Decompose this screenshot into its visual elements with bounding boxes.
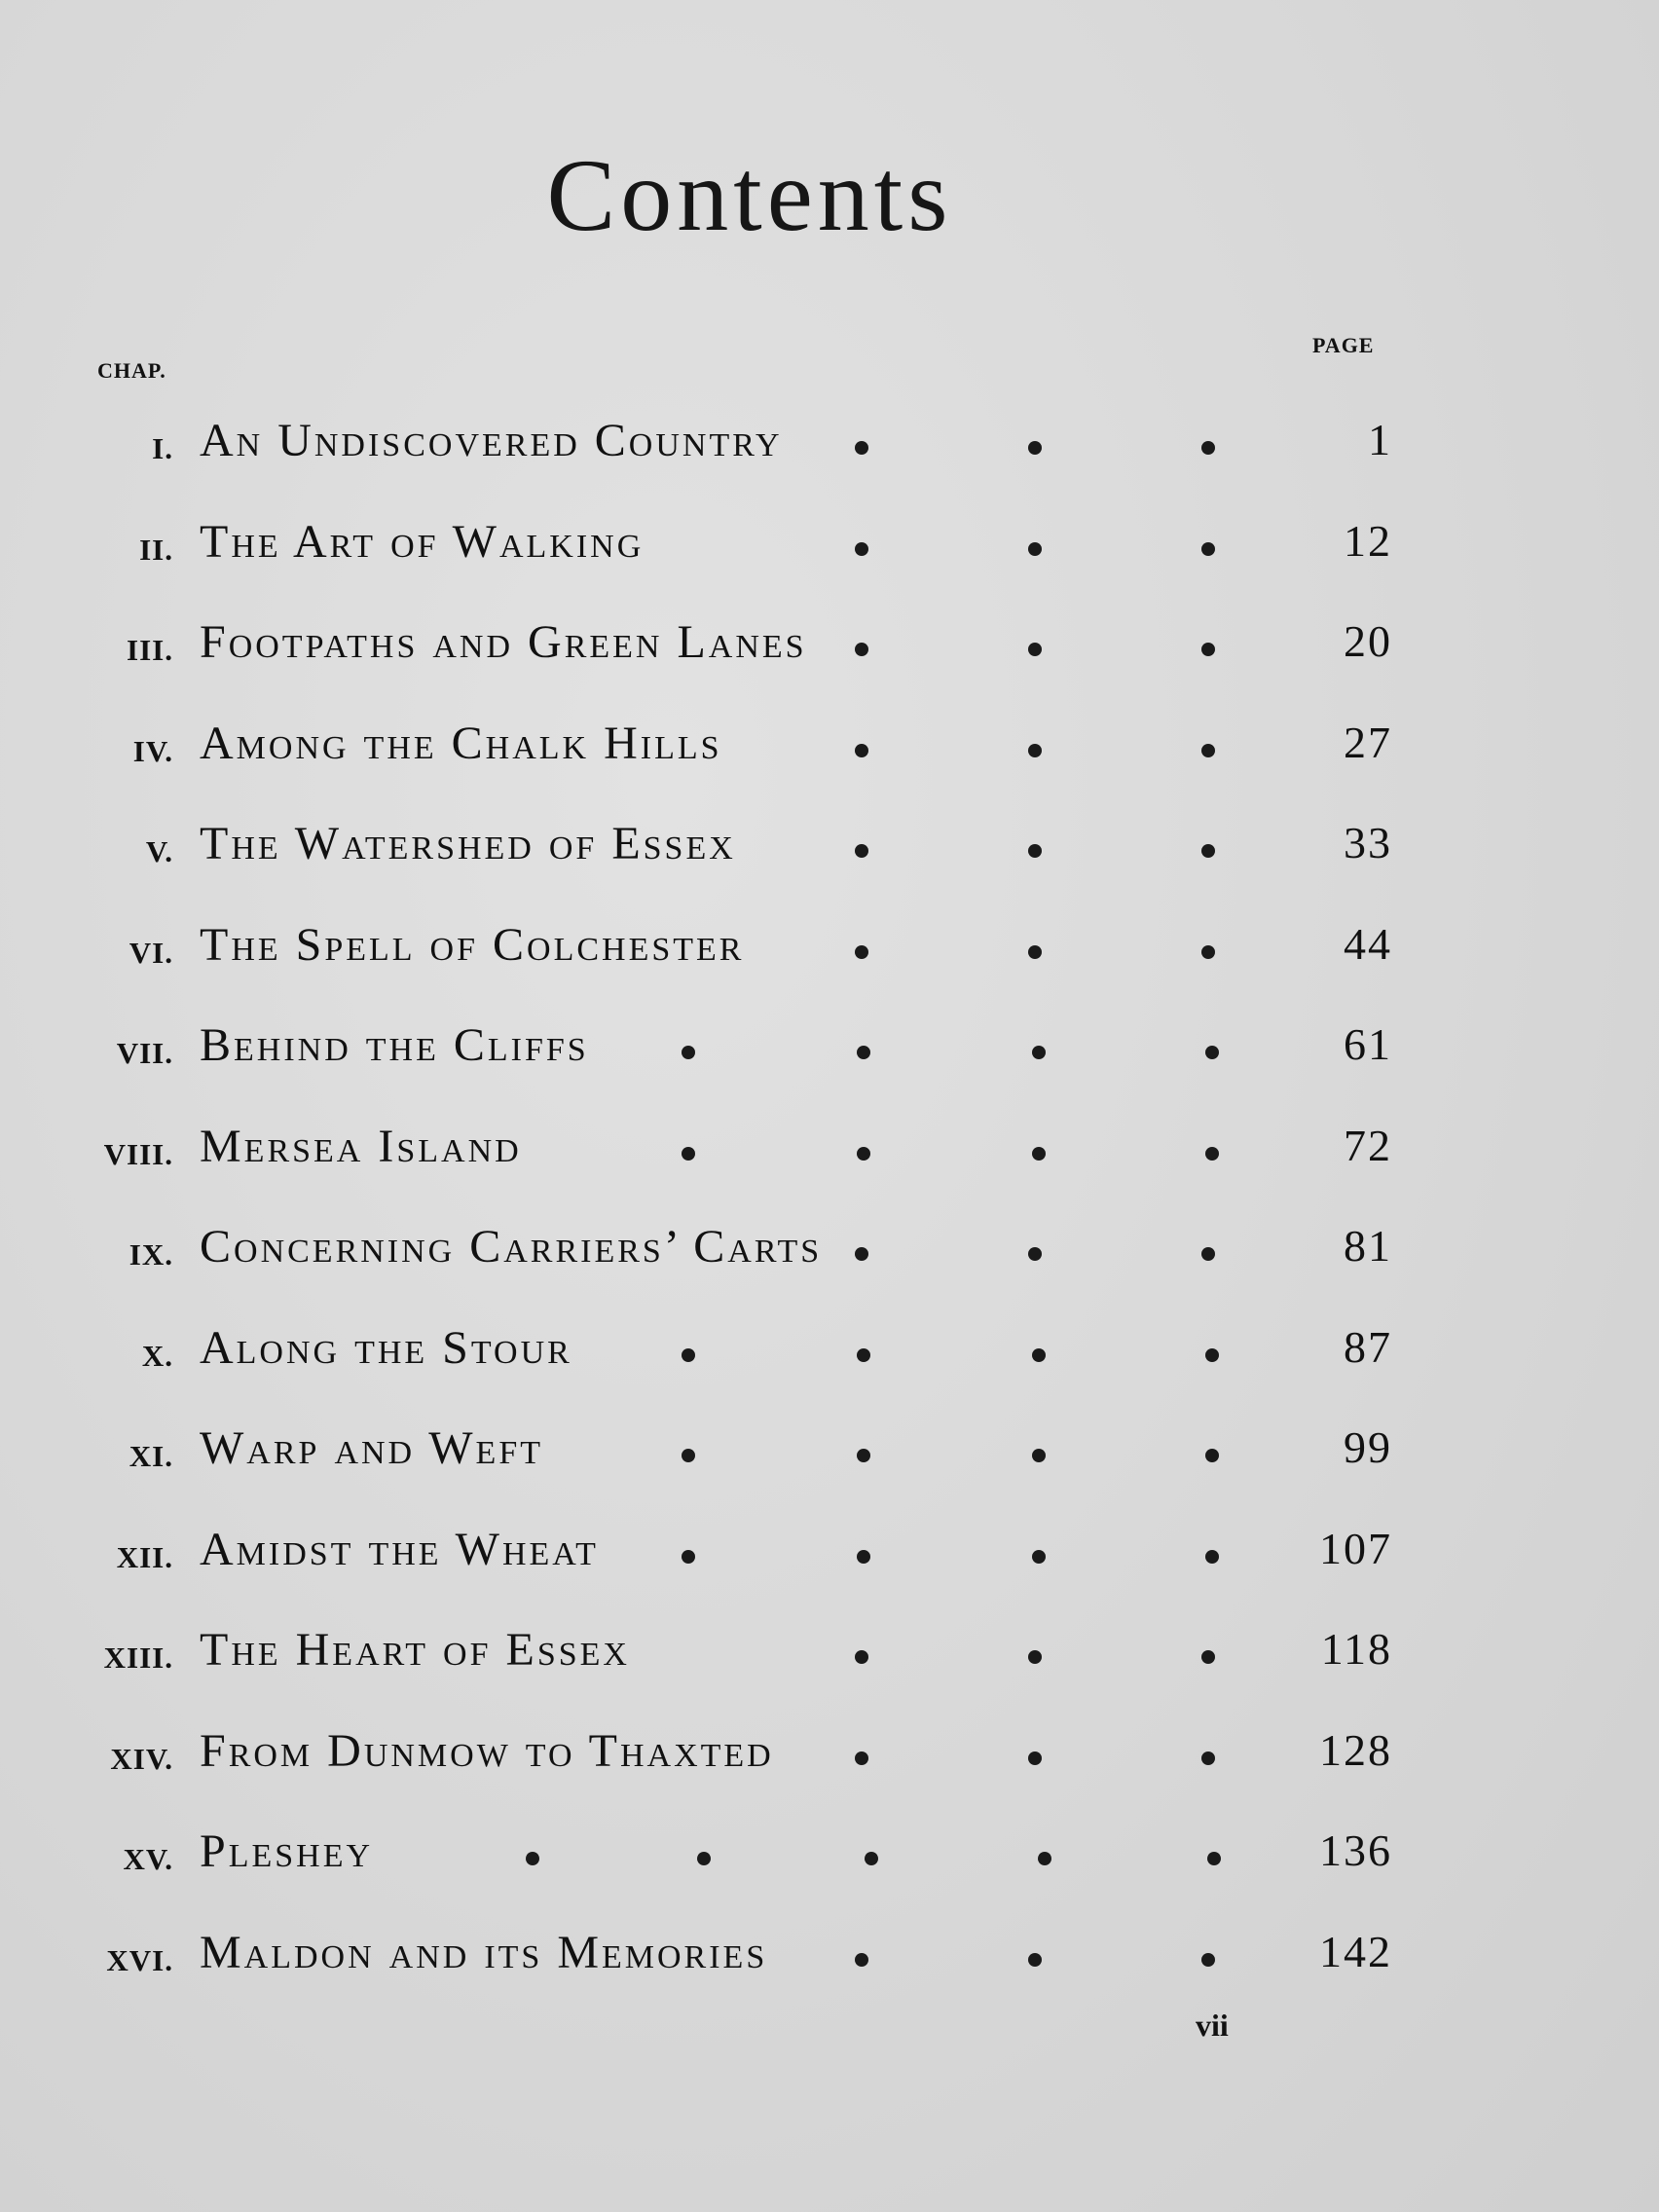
leader-dot — [855, 844, 868, 858]
chapter-title: Among the Chalk Hills — [200, 717, 722, 769]
toc-row — [0, 1220, 1659, 1288]
chapter-numeral: VIII. — [103, 1136, 173, 1171]
toc-row — [0, 1926, 1659, 1994]
leader-dot — [682, 1550, 695, 1564]
toc-row — [0, 615, 1659, 683]
chapter-numeral: XV. — [123, 1842, 173, 1876]
page-number: 87 — [1344, 1321, 1392, 1372]
leader-dot — [1201, 945, 1215, 959]
leader-dot — [1028, 1751, 1042, 1765]
leader-dot — [1028, 1650, 1042, 1664]
leader-dot — [1032, 1147, 1046, 1161]
toc-row — [0, 1321, 1659, 1389]
leader-dot — [1028, 844, 1042, 858]
page-column-label: PAGE — [1312, 333, 1375, 357]
leader-dot — [855, 1953, 868, 1967]
chapter-title: The Spell of Colchester — [200, 918, 745, 971]
toc-row — [0, 817, 1659, 885]
leader-dot — [1201, 441, 1215, 455]
chapter-title: Mersea Island — [200, 1120, 522, 1172]
chapter-numeral: IV. — [132, 733, 173, 768]
chapter-numeral: III. — [127, 633, 173, 667]
chapter-numeral: XI. — [129, 1439, 173, 1473]
chapter-title: From Dunmow to Thaxted — [200, 1724, 774, 1777]
chapter-title: Behind the Cliffs — [200, 1019, 589, 1071]
chapter-numeral: IX. — [129, 1237, 173, 1272]
chapter-numeral: V. — [145, 834, 173, 868]
leader-dot — [1032, 1046, 1046, 1059]
leader-dot — [1205, 1046, 1219, 1059]
leader-dot — [855, 1247, 868, 1261]
leader-dot — [1028, 441, 1042, 455]
chapter-numeral: VI. — [129, 935, 173, 970]
leader-dot — [1038, 1852, 1051, 1865]
leader-dot — [1201, 844, 1215, 858]
toc-row — [0, 1825, 1659, 1893]
toc-row — [0, 1724, 1659, 1792]
chapter-numeral: VII. — [116, 1036, 173, 1070]
toc-row — [0, 1623, 1659, 1691]
leader-dot — [1201, 1247, 1215, 1261]
leader-dot — [1201, 1953, 1215, 1967]
chapter-title: The Art of Walking — [200, 515, 645, 568]
page-number: 107 — [1319, 1523, 1392, 1573]
page-number: 72 — [1344, 1120, 1392, 1170]
page-title: Contents — [546, 138, 953, 252]
leader-dot — [1201, 542, 1215, 556]
toc-row — [0, 717, 1659, 785]
page-number: 61 — [1344, 1019, 1392, 1069]
page-number: 128 — [1319, 1724, 1392, 1775]
chapter-numeral: I. — [152, 431, 173, 465]
chapter-numeral: XII. — [116, 1539, 173, 1574]
page-number: 118 — [1320, 1624, 1392, 1674]
toc-row — [0, 515, 1659, 583]
page-number: 33 — [1344, 818, 1392, 867]
page-number: 142 — [1319, 1926, 1392, 1976]
page-number: 81 — [1344, 1221, 1392, 1271]
leader-dot — [1201, 1751, 1215, 1765]
leader-dot — [1028, 643, 1042, 656]
chapter-title: Pleshey — [200, 1825, 374, 1877]
leader-dot — [1032, 1449, 1046, 1462]
leader-dot — [1028, 542, 1042, 556]
page-number: 27 — [1344, 717, 1392, 767]
page-number: 12 — [1344, 515, 1392, 566]
leader-dot — [1032, 1348, 1046, 1362]
page-number: 20 — [1344, 616, 1392, 666]
page-number: 99 — [1344, 1422, 1392, 1472]
leader-dot — [526, 1852, 539, 1865]
leader-dot — [855, 643, 868, 656]
page-folio: vii — [1196, 2008, 1229, 2043]
chapter-title: Warp and Weft — [200, 1422, 543, 1474]
chapter-numeral: XIV. — [110, 1741, 173, 1776]
leader-dot — [1028, 1247, 1042, 1261]
chapter-title: The Watershed of Essex — [200, 818, 736, 869]
leader-dot — [857, 1147, 870, 1161]
chapter-title: Amidst the Wheat — [200, 1523, 599, 1575]
leader-dot — [682, 1147, 695, 1161]
leader-dot — [855, 1650, 868, 1664]
leader-dot — [1205, 1550, 1219, 1564]
chapter-numeral: X. — [141, 1338, 173, 1373]
toc-row — [0, 1523, 1659, 1591]
chapter-numeral: II. — [139, 532, 173, 567]
leader-dot — [697, 1852, 711, 1865]
leader-dot — [1201, 1650, 1215, 1664]
chapter-title: Along the Stour — [200, 1321, 572, 1374]
toc-row — [0, 1120, 1659, 1188]
leader-dot — [857, 1550, 870, 1564]
toc-row — [0, 1421, 1659, 1490]
leader-dot — [682, 1046, 695, 1059]
leader-dot — [1028, 1953, 1042, 1967]
chapter-numeral: XVI. — [106, 1942, 173, 1977]
leader-dot — [1201, 643, 1215, 656]
toc-row — [0, 414, 1659, 482]
chapter-title: Concerning Carriers’ Carts — [200, 1221, 823, 1272]
page-number: 136 — [1319, 1825, 1392, 1875]
leader-dot — [1201, 744, 1215, 757]
leader-dot — [857, 1348, 870, 1362]
leader-dot — [1205, 1147, 1219, 1161]
leader-dot — [855, 945, 868, 959]
leader-dot — [865, 1852, 878, 1865]
leader-dot — [855, 542, 868, 556]
chapter-title: Footpaths and Green Lanes — [200, 616, 807, 668]
chapter-title: Maldon and its Memories — [200, 1926, 768, 1978]
leader-dot — [855, 1751, 868, 1765]
toc-row — [0, 1018, 1659, 1087]
leader-dot — [1032, 1550, 1046, 1564]
leader-dot — [1028, 945, 1042, 959]
leader-dot — [855, 441, 868, 455]
leader-dot — [1207, 1852, 1221, 1865]
leader-dot — [855, 744, 868, 757]
chapter-title: An Undiscovered Country — [200, 415, 783, 466]
leader-dot — [1205, 1449, 1219, 1462]
leader-dot — [857, 1046, 870, 1059]
chapter-column-label: CHAP. — [97, 358, 166, 383]
leader-dot — [857, 1449, 870, 1462]
leader-dot — [1028, 744, 1042, 757]
leader-dot — [682, 1449, 695, 1462]
chapter-title: The Heart of Essex — [200, 1624, 630, 1676]
chapter-numeral: XIII. — [103, 1641, 173, 1675]
leader-dot — [1205, 1348, 1219, 1362]
page-number: 1 — [1368, 415, 1392, 464]
page-number: 44 — [1344, 918, 1392, 969]
leader-dot — [682, 1348, 695, 1362]
toc-row — [0, 918, 1659, 986]
